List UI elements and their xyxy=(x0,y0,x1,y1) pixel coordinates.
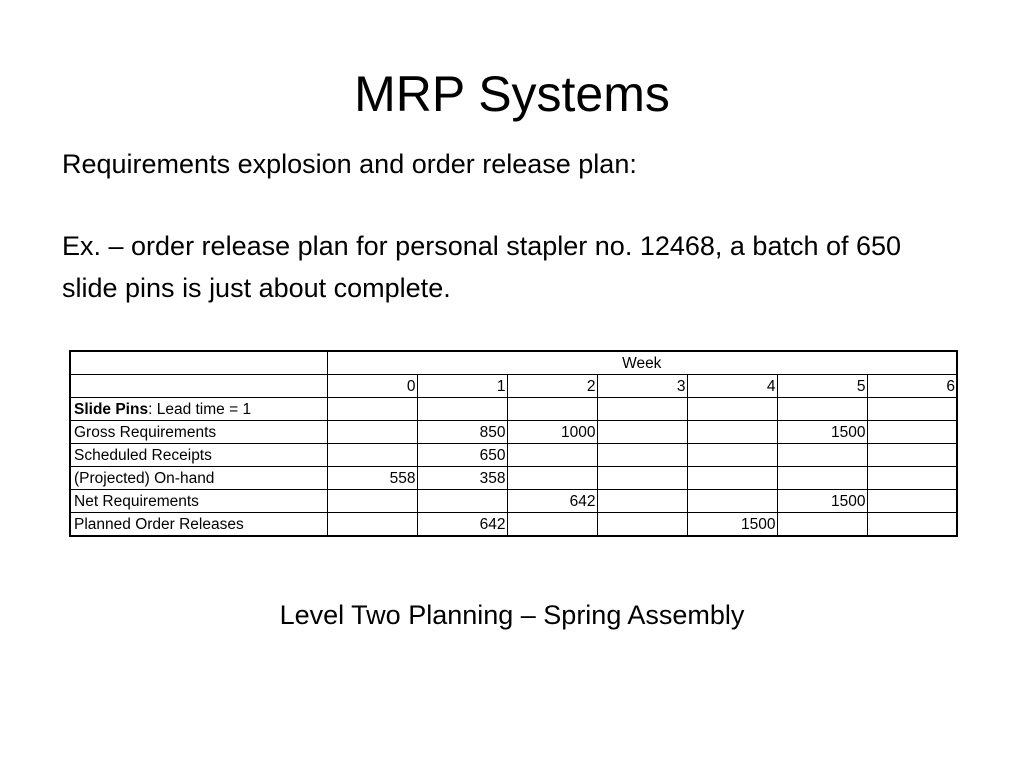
table-cell xyxy=(867,513,957,537)
table-cell xyxy=(597,467,687,490)
row-label-cell: Net Requirements xyxy=(70,490,327,513)
table-cell xyxy=(867,490,957,513)
table-row xyxy=(70,444,957,467)
table-row xyxy=(70,421,957,444)
table-cell xyxy=(597,398,687,421)
table-cell: 1500 xyxy=(777,421,867,444)
example-text: Ex. – order release plan for personal stapler no. 12468, a batch of 650 slide pins is just about complete. xyxy=(62,231,902,303)
table-cell xyxy=(687,421,777,444)
table-cell xyxy=(777,513,867,537)
week-number-cell: 0 xyxy=(327,375,417,398)
table-cell: 1000 xyxy=(507,421,597,444)
table-cell xyxy=(507,398,597,421)
row-label-cell: Gross Requirements xyxy=(70,421,327,444)
table-cell xyxy=(687,490,777,513)
blank-corner-cell xyxy=(70,351,327,375)
table-row xyxy=(70,467,957,490)
item-row xyxy=(70,398,957,421)
table-cell xyxy=(867,421,957,444)
table-cell xyxy=(687,444,777,467)
table-cell xyxy=(687,467,777,490)
table-cell xyxy=(327,513,417,537)
item-lead-time: : Lead time = 1 xyxy=(148,400,252,418)
table-cell: 642 xyxy=(507,490,597,513)
row-label-cell: (Projected) On-hand xyxy=(70,467,327,490)
table-row xyxy=(70,490,957,513)
week-number-cell: 4 xyxy=(687,375,777,398)
table-cell xyxy=(777,398,867,421)
table-cell xyxy=(867,398,957,421)
table-cell: 1500 xyxy=(777,490,867,513)
item-name: Slide Pins xyxy=(74,400,149,418)
table-cell: 650 xyxy=(417,444,507,467)
table-cell xyxy=(597,421,687,444)
table-cell xyxy=(327,421,417,444)
table-cell xyxy=(507,467,597,490)
table-cell: 850 xyxy=(417,421,507,444)
table-cell xyxy=(327,398,417,421)
table-cell xyxy=(597,513,687,537)
table-cell xyxy=(597,444,687,467)
week-number-cell: 3 xyxy=(597,375,687,398)
table-cell: 358 xyxy=(417,467,507,490)
table-cell xyxy=(867,467,957,490)
week-header-cell: Week xyxy=(327,351,957,375)
mrp-table xyxy=(69,350,958,537)
item-label-cell xyxy=(70,398,327,421)
table-cell xyxy=(327,490,417,513)
row-label-cell: Scheduled Receipts xyxy=(70,444,327,467)
table-row xyxy=(70,513,957,537)
row-label-cell: Planned Order Releases xyxy=(70,513,327,537)
slide-caption: Level Two Planning – Spring Assembly xyxy=(279,600,745,630)
table-cell: 1500 xyxy=(687,513,777,537)
table-cell xyxy=(417,398,507,421)
week-numbers-row xyxy=(70,375,957,398)
week-number-cell: 5 xyxy=(777,375,867,398)
week-number-cell: 1 xyxy=(417,375,507,398)
table-cell xyxy=(867,444,957,467)
table-cell xyxy=(687,398,777,421)
table-cell xyxy=(507,513,597,537)
table-cell xyxy=(597,490,687,513)
week-number-cell: 2 xyxy=(507,375,597,398)
week-number-cell: 6 xyxy=(867,375,957,398)
table-cell xyxy=(507,444,597,467)
table-cell: 642 xyxy=(417,513,507,537)
table-cell xyxy=(417,490,507,513)
table-cell xyxy=(777,444,867,467)
table-cell: 558 xyxy=(327,467,417,490)
blank-label-cell xyxy=(70,375,327,398)
slide-title: MRP Systems xyxy=(354,66,670,122)
week-header-row xyxy=(70,351,957,375)
table-cell xyxy=(777,467,867,490)
slide-subtitle: Requirements explosion and order release plan: xyxy=(62,149,637,179)
table-cell xyxy=(327,444,417,467)
